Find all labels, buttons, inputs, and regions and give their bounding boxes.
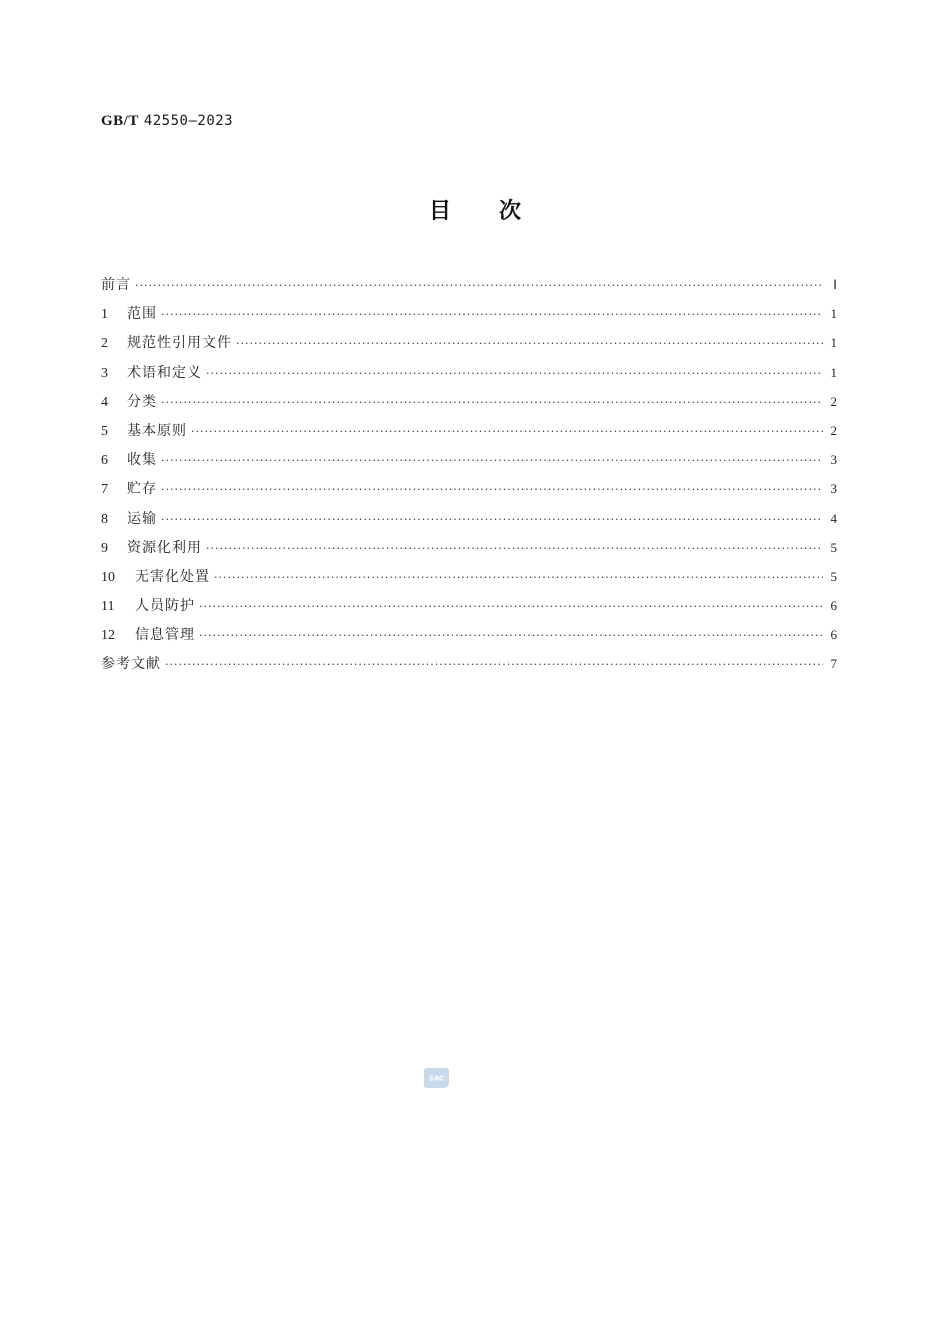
toc-leader-dots — [199, 592, 823, 621]
toc-entry-number: 7 — [101, 482, 108, 498]
toc-leader-dots — [214, 563, 823, 592]
toc-entry-page: 5 — [830, 539, 837, 555]
toc-entry-label: 范围 — [127, 306, 157, 323]
toc-entry-page: 3 — [830, 481, 837, 497]
toc-entry-7[interactable] — [101, 474, 837, 503]
toc-entry-number: 10 — [101, 569, 115, 585]
toc-entry-label: 前言 — [101, 277, 131, 293]
toc-entry-10[interactable] — [101, 562, 837, 591]
toc-leader-dots — [161, 388, 823, 417]
title-char-1: 目 — [428, 199, 451, 224]
toc-entry-bibliography[interactable] — [101, 649, 837, 678]
toc-entry-label: 无害化处置 — [135, 568, 210, 585]
toc-entry-number: 6 — [101, 453, 108, 469]
toc-entry-5[interactable] — [101, 416, 837, 445]
toc-entry-label: 分类 — [127, 393, 157, 410]
toc-entry-page: 2 — [830, 422, 837, 438]
toc-entry-foreword[interactable] — [101, 270, 837, 299]
toc-entry-page: 5 — [830, 568, 837, 584]
toc-entry-label: 贮存 — [127, 481, 157, 498]
toc-entry-3[interactable] — [101, 358, 837, 387]
toc-entry-12[interactable] — [101, 620, 837, 649]
toc-leader-dots — [236, 329, 823, 358]
toc-leader-dots — [161, 475, 823, 504]
toc-entry-number: 5 — [101, 423, 108, 439]
toc-entry-number: 8 — [101, 511, 108, 527]
toc-entry-number: 11 — [101, 599, 115, 615]
toc-entry-number: 2 — [101, 336, 108, 352]
toc-entry-page: 4 — [830, 510, 837, 526]
toc-entry-page: Ⅰ — [833, 277, 837, 292]
toc-entry-number: 12 — [101, 628, 115, 644]
toc-entry-label: 术语和定义 — [127, 364, 202, 381]
toc-entry-number: 3 — [101, 365, 108, 381]
toc-leader-dots — [161, 505, 823, 534]
toc-entry-11[interactable] — [101, 591, 837, 620]
toc-entry-9[interactable] — [101, 533, 837, 562]
toc-entry-label: 基本原则 — [127, 422, 187, 439]
toc-entry-label: 运输 — [127, 510, 157, 527]
toc-entry-label: 收集 — [127, 452, 157, 469]
toc-leader-dots — [199, 621, 823, 650]
toc-entry-8[interactable] — [101, 504, 837, 533]
standard-code: GB/T — [101, 113, 139, 129]
toc-entry-1[interactable] — [101, 299, 837, 328]
toc-entry-label: 规范性引用文件 — [127, 335, 232, 352]
toc-entry-4[interactable] — [101, 387, 837, 416]
toc-entry-number: 9 — [101, 540, 108, 556]
toc-leader-dots — [191, 417, 823, 446]
toc-entry-2[interactable] — [101, 328, 837, 357]
title-char-2: 次 — [499, 199, 522, 224]
standard-id: 42550—2023 — [143, 113, 234, 129]
toc-leader-dots — [206, 359, 823, 388]
toc-entry-label: 参考文献 — [101, 656, 161, 673]
toc-entry-page: 3 — [830, 452, 837, 468]
toc-entry-page: 1 — [830, 306, 837, 322]
toc-entry-page: 6 — [830, 598, 837, 614]
toc-leader-dots — [161, 300, 823, 329]
toc-entry-page: 2 — [830, 393, 837, 409]
table-of-contents — [101, 270, 837, 679]
toc-entry-number: 1 — [101, 307, 108, 323]
toc-entry-page: 1 — [830, 364, 837, 380]
toc-entry-label: 信息管理 — [135, 627, 195, 644]
toc-entry-6[interactable] — [101, 445, 837, 474]
toc-leader-dots — [135, 271, 823, 300]
standard-number — [101, 113, 233, 130]
svg-text:SAC: SAC — [428, 1074, 445, 1083]
toc-entry-label: 人员防护 — [135, 598, 195, 615]
toc-entry-number: 4 — [101, 394, 108, 410]
toc-leader-dots — [206, 534, 823, 563]
sac-watermark-logo — [423, 1066, 450, 1090]
toc-entry-page: 7 — [830, 656, 837, 672]
toc-entry-page: 6 — [830, 627, 837, 643]
toc-entry-label: 资源化利用 — [127, 539, 202, 556]
toc-leader-dots — [161, 446, 823, 475]
toc-leader-dots — [165, 650, 823, 679]
toc-entry-page: 1 — [830, 335, 837, 351]
page-title — [0, 194, 950, 225]
